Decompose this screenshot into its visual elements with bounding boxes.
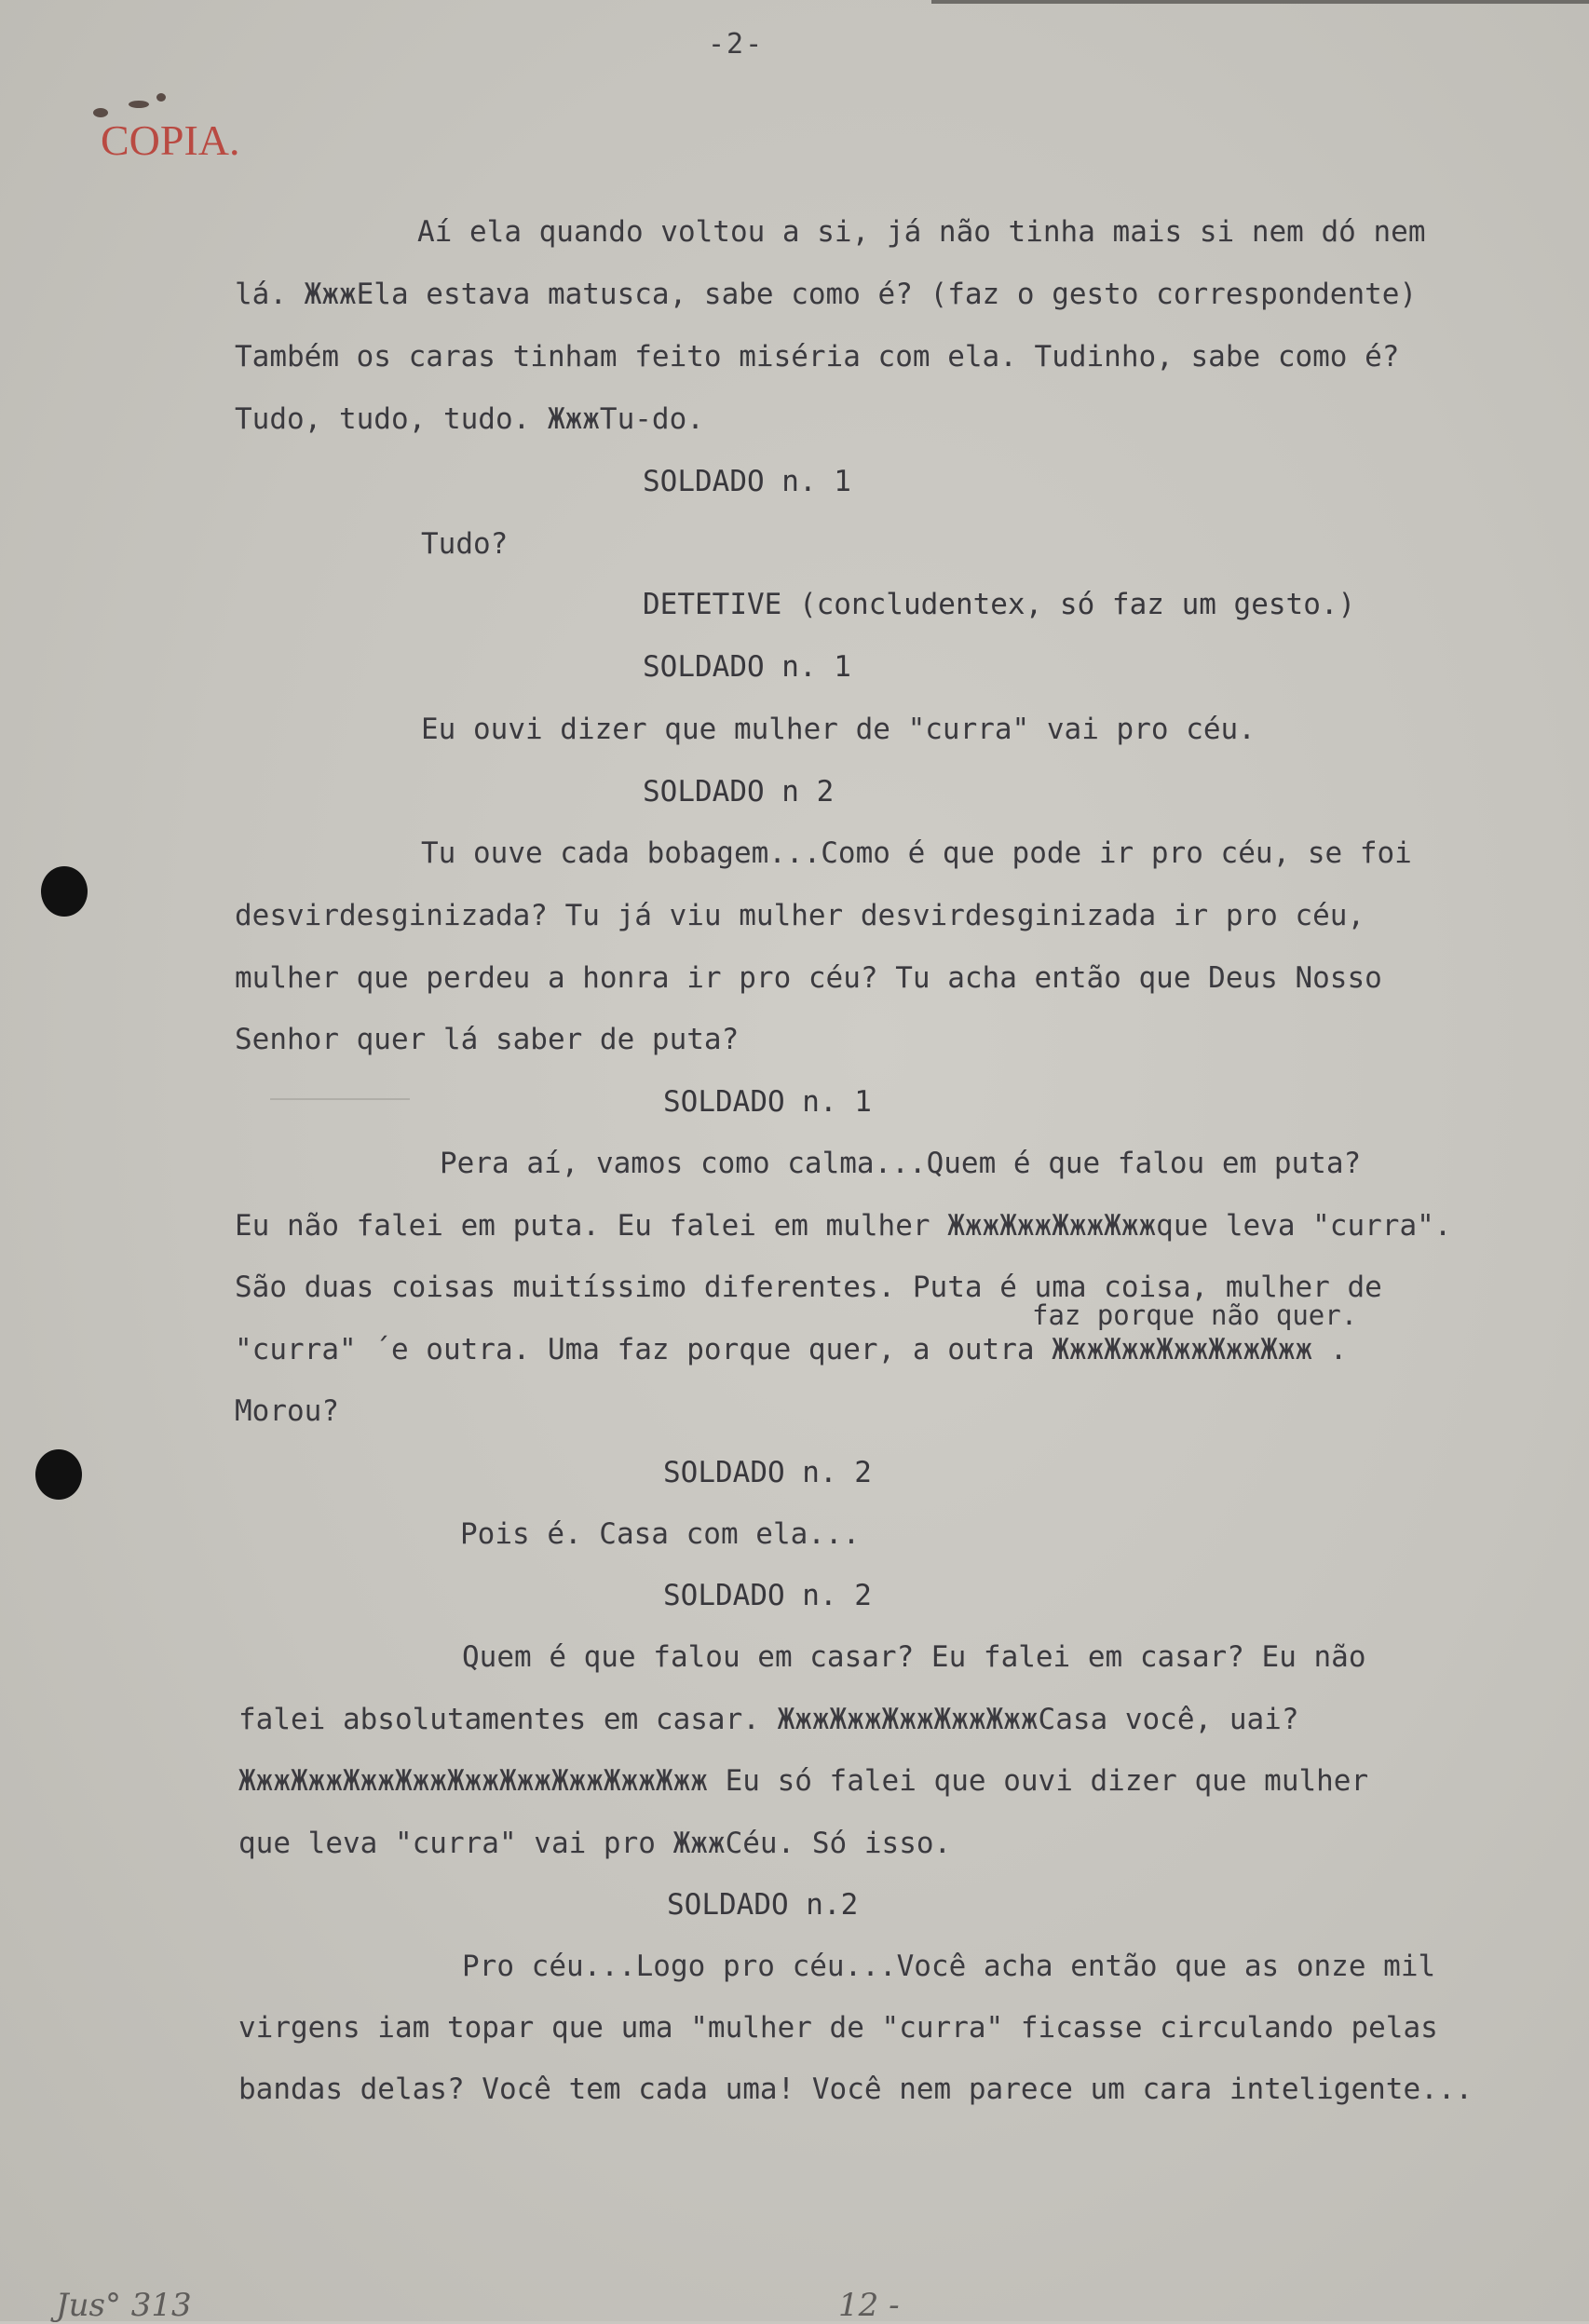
text-line: que leva "curra" vai pro ЖжжCéu. Só isso. bbox=[238, 1827, 952, 1860]
interlinear-correction: faz porque não quer. bbox=[1032, 1299, 1358, 1331]
copia-stamp: COPIA. bbox=[101, 116, 240, 164]
text-line: "curra" ´e outra. Uma faz porque quer, a outra ЖжжЖжжЖжжЖжжЖжж . bbox=[235, 1333, 1348, 1366]
speaker-name: SOLDADO n.2 bbox=[667, 1888, 859, 1922]
text-line: Tu ouve cada bobagem...Como é que pode ir pro céu, se foi bbox=[421, 836, 1412, 870]
text-line: Senhor quer lá saber de puta? bbox=[235, 1023, 740, 1056]
text-line: virgens iam topar que uma "mulher de "curra" ficasse circulando pelas bbox=[238, 2011, 1438, 2045]
text-line: ЖжжЖжжЖжжЖжжЖжжЖжжЖжжЖжжЖжж Eu só falei que ouvi dizer que mulher bbox=[238, 1764, 1369, 1798]
speaker-name: SOLDADO n. 2 bbox=[663, 1456, 872, 1489]
ink-smudge bbox=[156, 93, 166, 102]
faint-line bbox=[270, 1098, 410, 1100]
text-line: Tudo? bbox=[421, 527, 509, 561]
text-line: Pera aí, vamos como calma...Quem é que falou em puta? bbox=[440, 1147, 1362, 1180]
handwritten-note-left: Jus° 313 bbox=[56, 2287, 192, 2324]
speaker-name: SOLDADO n. 2 bbox=[663, 1579, 872, 1612]
punch-hole-top bbox=[41, 866, 88, 917]
ink-smudge bbox=[129, 101, 149, 108]
text-line: Pro céu...Logo pro céu...Você acha então que as onze mil bbox=[462, 1950, 1436, 1983]
text-line: Também os caras tinham feito miséria com ela. Tudinho, sabe como é? bbox=[235, 340, 1400, 374]
speaker-name: SOLDADO n. 1 bbox=[643, 465, 851, 498]
speaker-name: SOLDADO n 2 bbox=[643, 775, 835, 809]
speaker-name: SOLDADO n. 1 bbox=[663, 1085, 872, 1119]
text-line: Eu ouvi dizer que mulher de "curra" vai pro céu. bbox=[421, 713, 1256, 746]
text-line: lá. ЖжжEla estava matusca, sabe como é? (faz o gesto correspondente) bbox=[235, 278, 1418, 311]
handwritten-note-right: 12 - bbox=[838, 2287, 900, 2324]
text-line: Eu não falei em puta. Eu falei em mulher ЖжжЖжжЖжжЖжжque leva "curra". bbox=[235, 1209, 1452, 1243]
text-line: mulher que perdeu a honra ir pro céu? Tu acha então que Deus Nosso bbox=[235, 961, 1382, 995]
speaker-name: SOLDADO n. 1 bbox=[643, 650, 851, 684]
text-line: Pois é. Casa com ela... bbox=[460, 1517, 861, 1551]
text-line: falei absolutamentes em casar. ЖжжЖжжЖжжЖжжЖжжCasa você, uai? bbox=[238, 1703, 1299, 1736]
page-number: -2- bbox=[708, 28, 765, 61]
text-line: Quem é que falou em casar? Eu falei em casar? Eu não bbox=[462, 1640, 1366, 1674]
punch-hole-bottom bbox=[35, 1449, 82, 1500]
top-edge-rule bbox=[931, 0, 1589, 4]
text-line: bandas delas? Você tem cada uma! Você nem parece um cara inteligente... bbox=[238, 2073, 1474, 2106]
text-line: São duas coisas muitíssimo diferentes. Puta é uma coisa, mulher de bbox=[235, 1271, 1382, 1304]
text-line: Morou? bbox=[235, 1394, 339, 1428]
text-line: Aí ela quando voltou a si, já não tinha mais si nem dó nem bbox=[417, 215, 1426, 249]
text-line: Tudo, tudo, tudo. ЖжжTu-do. bbox=[235, 402, 704, 436]
stage-direction: DETETIVE (concludentex, só faz um gesto.) bbox=[643, 588, 1356, 621]
text-line: desvirdesginizada? Tu já viu mulher desvirdesginizada ir pro céu, bbox=[235, 899, 1365, 932]
